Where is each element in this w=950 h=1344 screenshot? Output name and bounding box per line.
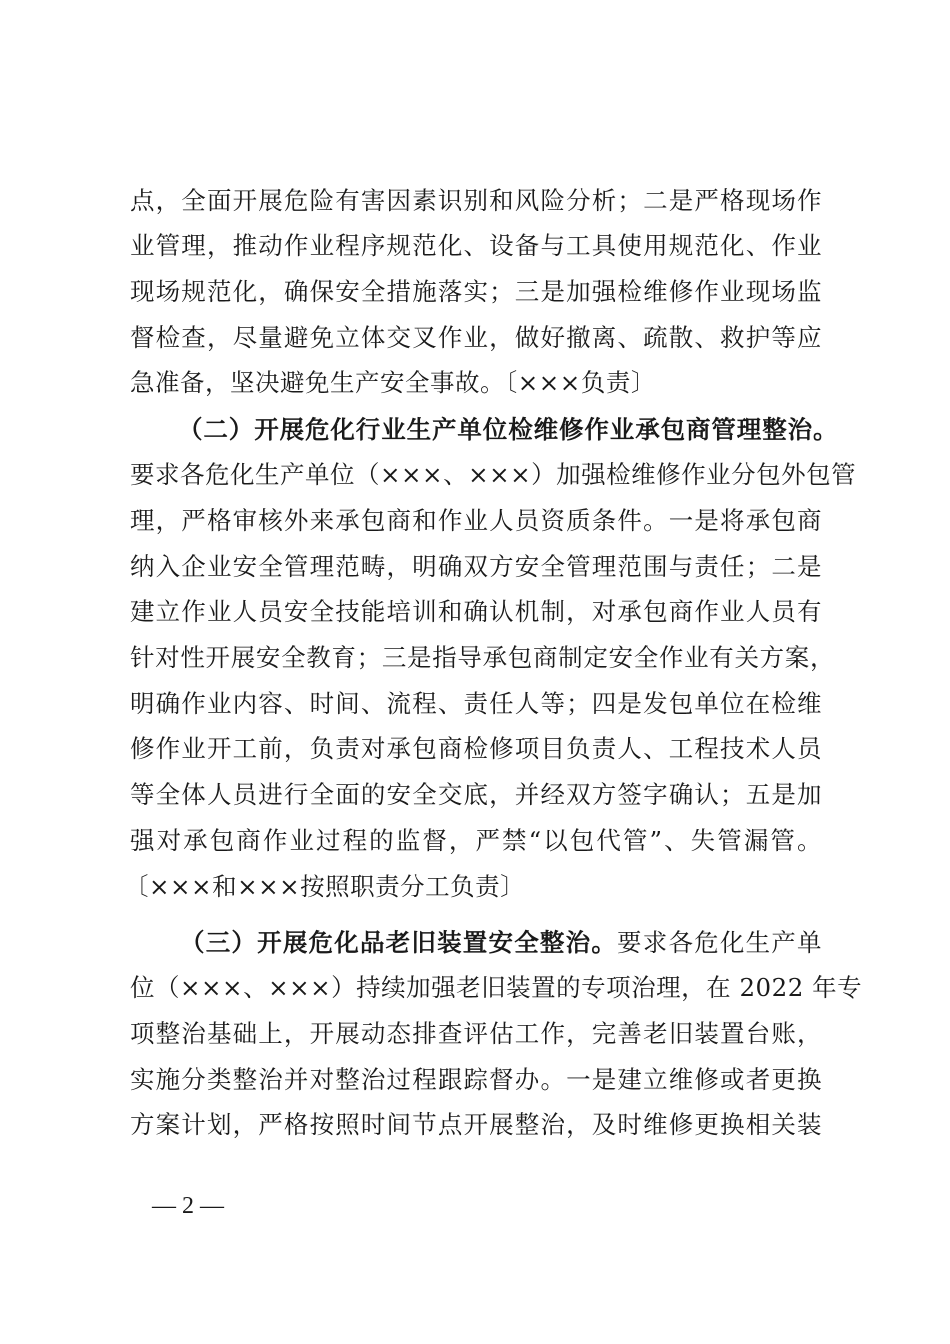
body-line: 强对承包商作业过程的监督，严禁“以包代管”、失管漏管。: [130, 826, 822, 855]
body-line: 建立作业人员安全技能培训和确认机制，对承包商作业人员有: [130, 597, 822, 626]
body-line: 项整治基础上，开展动态排查评估工作，完善老旧装置台账，: [130, 1019, 822, 1048]
body-line: 点，全面开展危险有害因素识别和风险分析；二是严格现场作: [130, 186, 822, 215]
body-line: 方案计划，严格按照时间节点开展整治，及时维修更换相关装: [130, 1110, 822, 1139]
responsibility-note: 〔×××和×××按照职责分工负责〕: [124, 872, 526, 901]
body-line: 现场规范化，确保安全措施落实；三是加强检维修作业现场监: [130, 277, 822, 306]
section-heading-3-line: [180, 923, 822, 963]
body-line: 要求各危化生产单位（×××、×××）加强检维修作业分包外包管: [130, 460, 857, 489]
body-line: 纳入企业安全管理范畴，明确双方安全管理范围与责任；二是: [130, 552, 822, 581]
page-number: — 2 —: [152, 1193, 224, 1219]
body-line: 修作业开工前，负责对承包商检修项目负责人、工程技术人员: [130, 734, 822, 763]
body-line: 急准备，坚决避免生产安全事故。〔×××负责〕: [130, 368, 656, 397]
body-line: 针对性开展安全教育；三是指导承包商制定安全作业有关方案，: [130, 643, 835, 672]
section-heading-3: （三）开展危化品老旧装置安全整治。: [180, 928, 618, 957]
section-heading-3-tail: 要求各危化生产单: [617, 928, 823, 957]
body-line: 业管理，推动作业程序规范化、设备与工具使用规范化、作业: [130, 231, 822, 260]
section-heading-2: （二）开展危化行业生产单位检维修作业承包商管理整治。: [178, 415, 838, 444]
body-line: 明确作业内容、时间、流程、责任人等；四是发包单位在检维: [130, 689, 822, 718]
body-line: 等全体人员进行全面的安全交底，并经双方签字确认；五是加: [130, 780, 822, 809]
body-line: 位（×××、×××）持续加强老旧装置的专项治理，在 2022 年专: [130, 973, 863, 1002]
body-line: 理，严格审核外来承包商和作业人员资质条件。一是将承包商: [130, 506, 822, 535]
body-line: 督检查，尽量避免立体交叉作业，做好撤离、疏散、救护等应: [130, 323, 822, 352]
body-line: 实施分类整治并对整治过程跟踪督办。一是建立维修或者更换: [130, 1065, 822, 1094]
